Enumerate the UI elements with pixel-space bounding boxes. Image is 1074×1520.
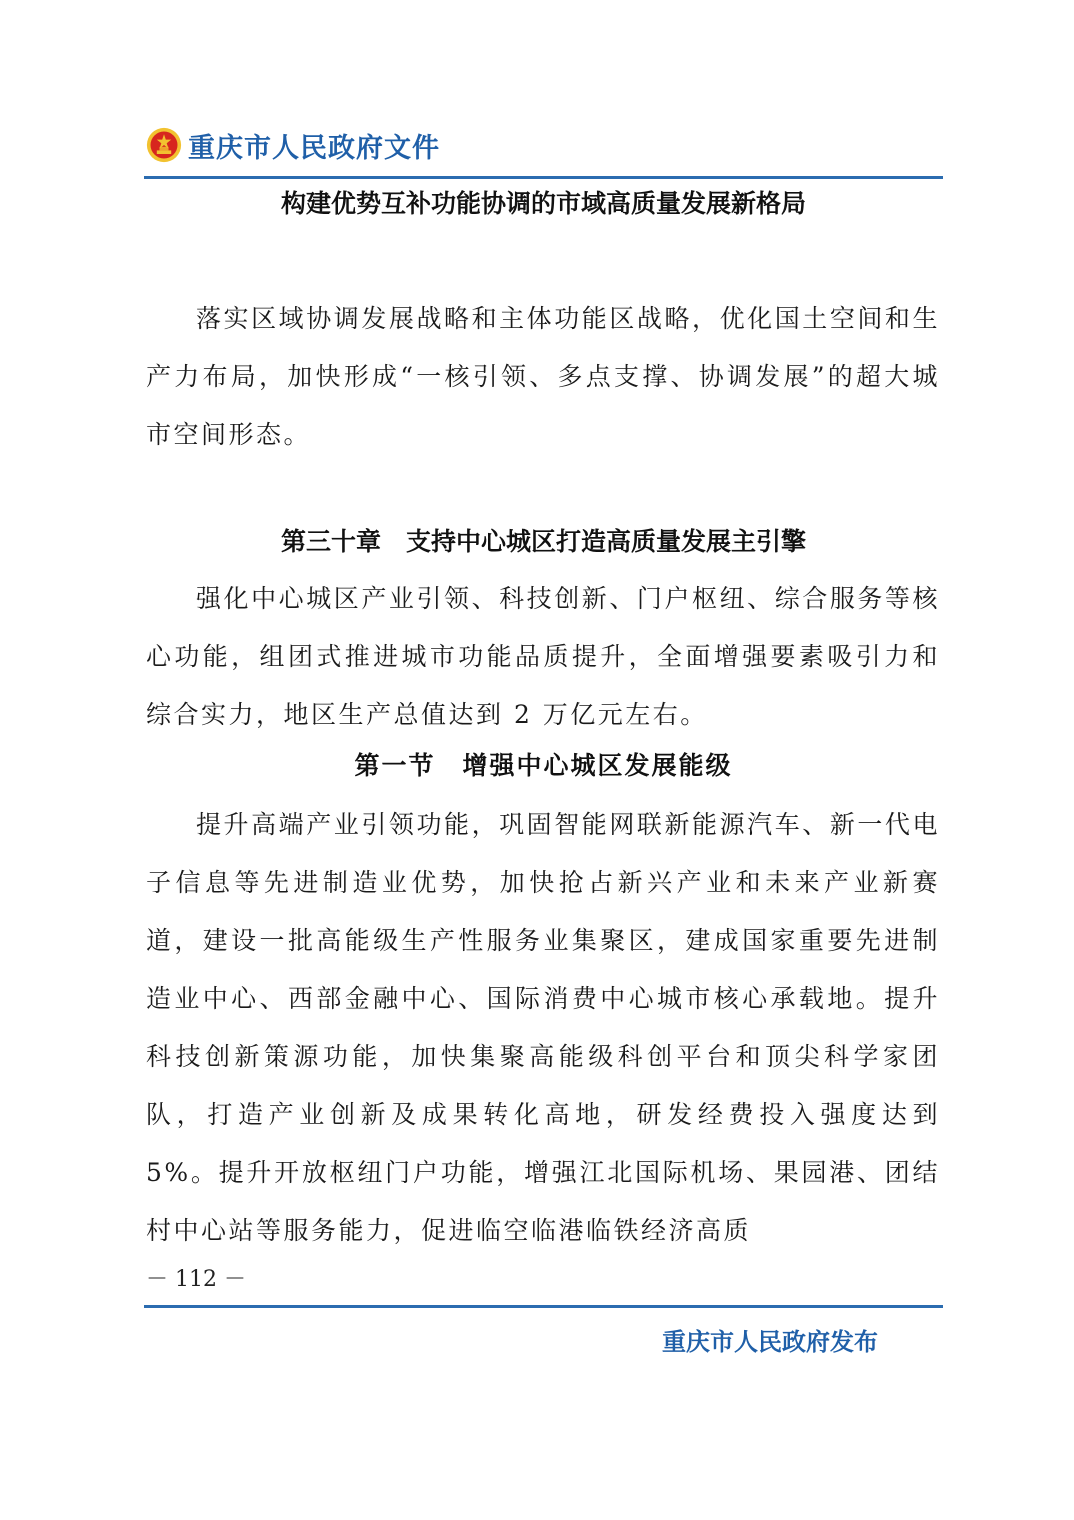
header-title: 重庆市人民政府文件 [188,132,440,164]
national-emblem-icon [146,127,182,163]
chapter-heading: 第三十章 支持中心城区打造高质量发展主引擎 [280,527,806,556]
document-header [146,122,440,168]
intro-paragraph: 落实区域协调发展战略和主体功能区战略，优化国土空间和生产力布局，加快形成“一核引领、多点支撑、协调发展”的超大城市空间形态。 [146,304,940,449]
intro-paragraph-block [146,290,940,464]
section-heading: 第一节 增强中心城区发展能级 [354,751,733,780]
header-divider [144,176,943,179]
document-title: 构建优势互补功能协调的市域高质量发展新格局 [280,189,806,218]
chapter-paragraph-block [146,570,940,744]
footer-divider [144,1305,943,1308]
chapter-paragraph: 强化中心城区产业引领、科技创新、门户枢纽、综合服务等核心功能，组团式推进城市功能品质提升，全面增强要素吸引力和综合实力，地区生产总值达到 2 万亿元左右。 [146,584,940,729]
publisher-label: 重庆市人民政府发布 [662,1327,878,1356]
section-paragraph-block [146,796,940,1260]
section-paragraph: 提升高端产业引领功能，巩固智能网联新能源汽车、新一代电子信息等先进制造业优势，加快抢占新兴产业和未来产业新赛道，建设一批高能级生产性服务业集聚区，建成国家重要先进制造业中心、西部金融中心、国际消费中心城市核心承载地。提升科技创新策源功能，加快集聚高能级科创平台和顶尖科学家团队，打造产业创新及成果转化高地，研发经费投入强度达到 5%。提升开放枢纽门户功能，增强江北国际机场、果园港、团结村中心站等服务能力，促进临空临港临铁经济高质 [146,810,940,1245]
page-number: － 112 － [146,1267,246,1292]
